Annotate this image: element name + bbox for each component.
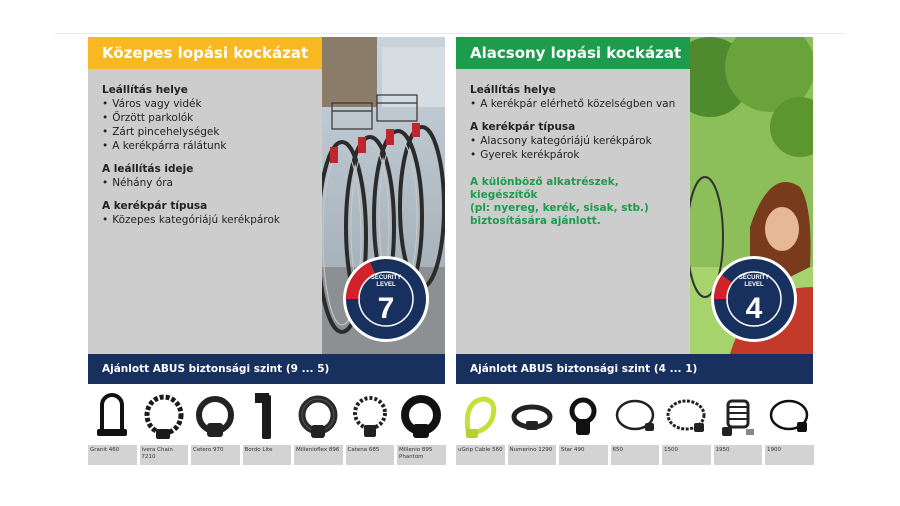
product-name: Catena 685 xyxy=(346,445,395,465)
badge-level-number: 4 xyxy=(745,292,763,325)
product-card[interactable] xyxy=(88,389,137,465)
cable-lock-icon xyxy=(456,389,505,445)
panel-body-low-risk xyxy=(456,69,690,354)
badge-line2: LEVEL xyxy=(744,282,764,288)
accessory-note xyxy=(470,176,676,228)
section-list xyxy=(470,97,676,111)
list-item: • Város vagy vidék xyxy=(102,97,308,111)
product-name: 1950 xyxy=(714,445,763,465)
cable-lock-icon xyxy=(765,389,814,445)
badge-level-number: 7 xyxy=(377,292,395,325)
list-item: • A kerékpárra rálátunk xyxy=(102,139,308,153)
product-name: Star 490 xyxy=(559,445,608,465)
section-title: A leállítás ideje xyxy=(102,163,194,175)
recommended-level-banner: Ajánlott ABUS biztonsági szint (9 ... 5) xyxy=(88,354,445,384)
panel-heading-medium-risk: Közepes lopási kockázat xyxy=(88,37,322,69)
product-name: Millenioflex 896 xyxy=(294,445,343,465)
note-line: A különböző alkatrészek, kiegészítők xyxy=(470,176,619,201)
coiled-cable-icon xyxy=(714,389,763,445)
section-list xyxy=(470,134,676,162)
chain-lock-icon xyxy=(662,389,711,445)
product-card[interactable] xyxy=(140,389,189,465)
section-list xyxy=(102,176,308,190)
recommended-level-banner: Ajánlott ABUS biztonsági szint (4 ... 1) xyxy=(456,354,813,384)
product-name: uGrip Cable 560 xyxy=(456,445,505,465)
list-item: • Gyerek kerékpárok xyxy=(470,148,676,162)
folding-lock-icon xyxy=(243,389,292,445)
u-lock-icon xyxy=(88,389,137,445)
product-card[interactable] xyxy=(559,389,608,465)
list-item: • Közepes kategóriájú kerékpárok xyxy=(102,213,308,227)
product-card[interactable] xyxy=(191,389,240,465)
product-name: Millenio 895 Phantom xyxy=(397,445,446,465)
list-item: • A kerékpár elérhető közelségben van xyxy=(470,97,676,111)
product-name: Bordo Lite xyxy=(243,445,292,465)
section-title: A kerékpár típusa xyxy=(102,200,208,212)
badge-line2: LEVEL xyxy=(376,282,396,288)
cable-lock-icon xyxy=(559,389,608,445)
section-title: A kerékpár típusa xyxy=(470,121,576,133)
product-card[interactable] xyxy=(243,389,292,465)
product-row-medium xyxy=(88,389,446,465)
security-level-dial xyxy=(710,255,798,347)
cable-lock-icon xyxy=(294,389,343,445)
product-row-low xyxy=(456,389,814,465)
list-item: • Néhány óra xyxy=(102,176,308,190)
product-name: Numerino 1290 xyxy=(508,445,557,465)
section-list xyxy=(102,213,308,227)
section-list xyxy=(102,97,308,153)
badge-line1: SECURITY xyxy=(370,275,402,281)
cable-lock-icon xyxy=(191,389,240,445)
cable-lock-icon xyxy=(611,389,660,445)
panel-heading-low-risk: Alacsony lopási kockázat xyxy=(456,37,690,69)
product-name: 1500 xyxy=(662,445,711,465)
section-title: Leállítás helye xyxy=(470,84,556,96)
product-name: Ivera Chain 7210 xyxy=(140,445,189,465)
list-item: • Őrzött parkolók xyxy=(102,111,308,125)
product-name: Granit 460 xyxy=(88,445,137,465)
product-card[interactable] xyxy=(456,389,505,465)
product-card[interactable] xyxy=(714,389,763,465)
product-name: 1900 xyxy=(765,445,814,465)
note-line: biztosítására ajánlott. xyxy=(470,215,601,227)
product-name: Cetero 970 xyxy=(191,445,240,465)
badge-line1: SECURITY xyxy=(738,275,770,281)
product-card[interactable] xyxy=(346,389,395,465)
panel-body-medium-risk xyxy=(88,69,322,354)
coiled-cable-icon xyxy=(508,389,557,445)
cable-lock-icon xyxy=(397,389,446,445)
panel-medium-risk xyxy=(88,37,445,384)
security-level-dial xyxy=(342,255,430,347)
product-card[interactable] xyxy=(662,389,711,465)
product-card[interactable] xyxy=(508,389,557,465)
section-title: Leállítás helye xyxy=(102,84,188,96)
list-item: • Alacsony kategóriájú kerékpárok xyxy=(470,134,676,148)
product-card[interactable] xyxy=(611,389,660,465)
product-card[interactable] xyxy=(397,389,446,465)
list-item: • Zárt pincehelységek xyxy=(102,125,308,139)
note-line: (pl: nyereg, kerék, sisak, stb.) xyxy=(470,202,649,214)
chain-lock-icon xyxy=(346,389,395,445)
top-divider xyxy=(55,33,845,34)
product-card[interactable] xyxy=(765,389,814,465)
product-name: 650 xyxy=(611,445,660,465)
chain-lock-icon xyxy=(140,389,189,445)
product-card[interactable] xyxy=(294,389,343,465)
panel-low-risk xyxy=(456,37,813,384)
